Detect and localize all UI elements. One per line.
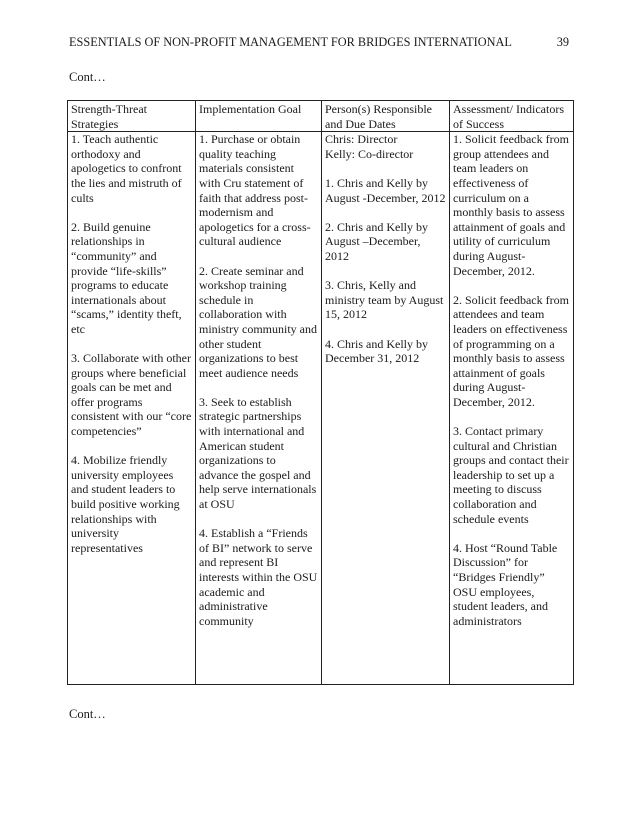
assessment-item-1: 1. Solicit feedback from group attendees and team leaders on effectiveness of curriculum on a monthly basis to assess attainment of goals and utility of curriculum during August-December, 2012. [453,132,569,278]
assessment-item-4: 4. Host “Round Table Discussion” for “Bridges Friendly” OSU employees, student leaders, and administrators [453,540,558,628]
strategy-table [67,100,574,685]
goal-item-2: 2. Create seminar and workshop training schedule in collaboration with ministry community and other student organizations to best meet audience needs [199,263,317,380]
person-item-1: 1. Chris and Kelly by August -December, 2012 [325,175,446,205]
person-item-4: 4. Chris and Kelly by December 31, 2012 [325,336,428,366]
strategy-item-4: 4. Mobilize friendly university employees and student leaders to build positive working relationships with university representatives [71,453,180,555]
person-director: Chris: Director [325,132,398,147]
continued-label-top: Cont… [69,70,106,84]
column-header-assessment: Assessment/ Indicators of Success [450,101,574,132]
column-header-persons-responsible: Person(s) Responsible and Due Dates [322,101,450,132]
goal-item-1: 1. Purchase or obtain quality teaching materials consistent with Cru statement of faith that address post-modernism and apologetics for a cross-cultural audience [199,132,311,249]
person-item-3: 3. Chris, Kelly and ministry team by August 15, 2012 [325,278,444,322]
strategy-item-2: 2. Build genuine relationships in “community” and provide “life-skills” programs to educate internationals about “scams,” identity theft, etc [71,219,182,336]
table-row [68,132,574,685]
table-header-row [68,101,574,132]
goals-cell [196,132,322,685]
strategies-cell [68,132,196,685]
person-item-2: 2. Chris and Kelly by August –December, 2012 [325,219,428,263]
running-header [69,35,569,50]
goal-item-4: 4. Establish a “Friends of BI” network to serve and represent BI interests within the OSU academic and administrative community [199,526,318,628]
persons-cell [322,132,450,685]
continued-label-bottom: Cont… [69,707,106,721]
goal-item-3: 3. Seek to establish strategic partnerships with international and American student organizations to advance the gospel and help serve internationals at OSU [199,394,317,512]
column-header-strategies: Strength-Threat Strategies [68,101,196,132]
header-title: ESSENTIALS OF NON-PROFIT MANAGEMENT FOR BRIDGES INTERNATIONAL [69,35,512,49]
page-number: 39 [556,35,569,49]
column-header-implementation-goal: Implementation Goal [196,101,322,132]
person-co-director: Kelly: Co-director [325,146,414,161]
strategy-item-1: 1. Teach authentic orthodoxy and apologetics to confront the lies and mistruth of cults [71,132,182,205]
strategy-item-3: 3. Collaborate with other groups where beneficial goals can be met and offer programs consistent with our “core competencies” [71,351,192,439]
assessment-item-3: 3. Contact primary cultural and Christian groups and contact their leadership to set up a meeting to discuss collaboration and schedule events [453,424,569,526]
assessments-cell [450,132,574,685]
assessment-item-2: 2. Solicit feedback from attendees and team leaders on effectiveness of programming on a monthly basis to assess attainment of goals during August-December, 2012. [453,292,569,409]
